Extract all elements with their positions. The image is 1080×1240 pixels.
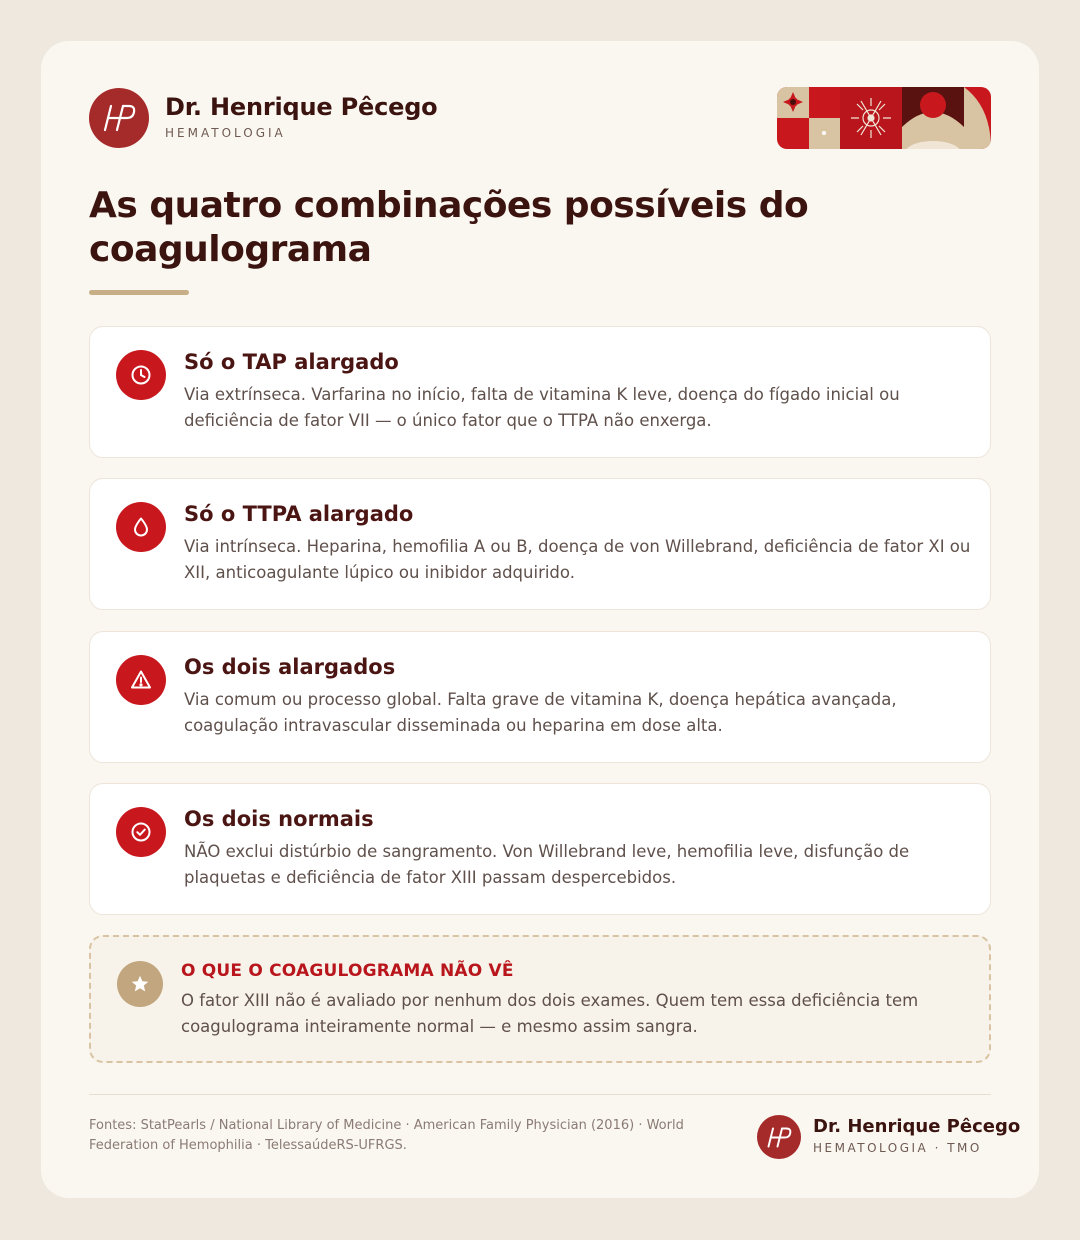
combination-card-both-prolonged (89, 631, 991, 763)
title-underline (89, 290, 189, 295)
combination-description: NÃO exclui distúrbio de sangramento. Von Willebrand leve, hemofilia leve, disfunção de plaquetas e deficiência de fator XIII passam despercebidos. (184, 842, 910, 887)
page-title: As quatro combinações possíveis do coagulograma (89, 185, 809, 270)
warning-icon (116, 655, 166, 705)
brand-subtitle: HEMATOLOGIA (165, 126, 286, 140)
combination-description: Via extrínseca. Varfarina no início, falta de vitamina K leve, doença do fígado inicial ou deficiência de fator VII — o único fator que o TTPA não enxerga. (184, 385, 900, 430)
sources-text: Fontes: StatPearls / National Library of Medicine · American Family Physician (2016) · World Federation of Hemophilia · TelessaúdeRS-UFRGS. (89, 1118, 684, 1153)
combination-card-both-normal (89, 783, 991, 915)
check-circle-icon (116, 807, 166, 857)
footer-divider (89, 1094, 991, 1095)
note-title: O QUE O COAGULOGRAMA NÃO VÊ (181, 961, 514, 981)
footer-brand (757, 1114, 1021, 1160)
combination-description: Via comum ou processo global. Falta grave de vitamina K, doença hepática avançada, coagulação intravascular disseminada ou heparina em dose alta. (184, 690, 897, 735)
blood-drop-icon (116, 502, 166, 552)
combination-card-tap (89, 326, 991, 458)
combination-description: Via intrínseca. Heparina, hemofilia A ou B, doença de von Willebrand, deficiência de fator XI ou XII, anticoagulante lúpico ou inibidor adquirido. (184, 537, 971, 582)
clock-icon (116, 350, 166, 400)
hp-monogram-icon (89, 88, 149, 148)
combination-title: Só o TAP alargado (184, 350, 399, 374)
header (89, 87, 991, 149)
callout-note (89, 935, 991, 1063)
infographic-card (41, 41, 1039, 1198)
combination-title: Só o TTPA alargado (184, 502, 414, 526)
star-icon (117, 961, 163, 1007)
combination-title: Os dois normais (184, 807, 374, 831)
combination-title: Os dois alargados (184, 655, 396, 679)
brand-name: Dr. Henrique Pêcego (165, 93, 438, 121)
decorative-mosaic (777, 87, 991, 149)
footer-brand-name: Dr. Henrique Pêcego (813, 1116, 1021, 1137)
combination-card-ttpa (89, 478, 991, 610)
note-text: O fator XIII não é avaliado por nenhum dos dois exames. Quem tem essa deficiência tem coagulograma inteiramente normal — e mesmo assim sangra. (181, 991, 919, 1036)
hp-monogram-icon (757, 1115, 801, 1159)
footer-brand-subtitle: HEMATOLOGIA · TMO (813, 1141, 982, 1155)
